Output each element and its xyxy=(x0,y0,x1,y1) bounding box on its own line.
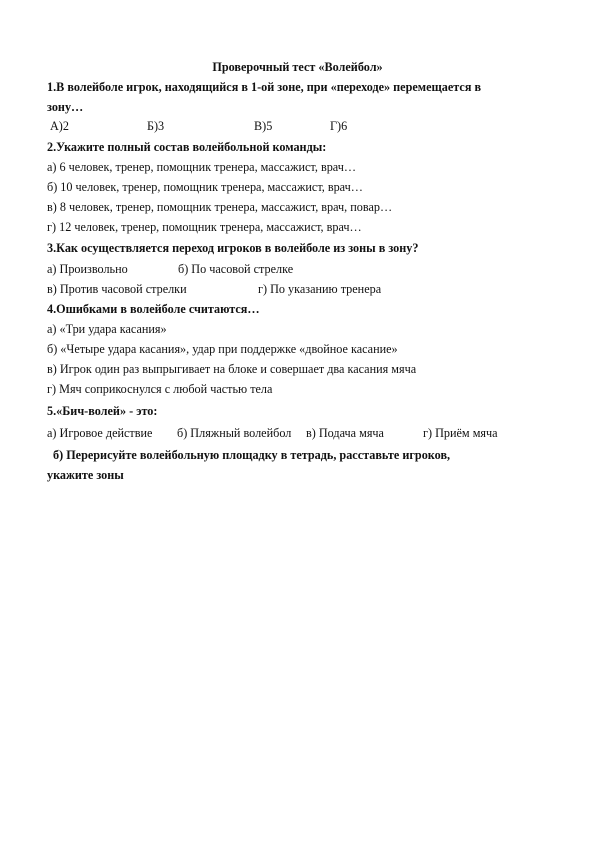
question-3-option-b: б) По часовой стрелке xyxy=(178,262,294,276)
page-title: Проверочный тест «Волейбол» xyxy=(212,60,383,74)
question-4-text: 4.Ошибками в волейболе считаются… xyxy=(47,302,260,316)
task-6-line-2: укажите зоны xyxy=(47,468,124,482)
question-4-option-b: б) «Четыре удара касания», удар при поддержке «двойное касание» xyxy=(47,342,398,356)
question-3-option-a: а) Произвольно xyxy=(47,262,128,276)
question-3-option-c: в) Против часовой стрелки xyxy=(47,282,187,296)
question-5-option-b: б) Пляжный волейбол xyxy=(177,426,292,440)
question-5-option-c: в) Подача мяча xyxy=(306,426,384,440)
question-1-option-a: А)2 xyxy=(50,119,69,133)
question-4-option-d: г) Мяч соприкоснулся с любой частью тела xyxy=(47,382,273,396)
question-2-option-b: б) 10 человек, тренер, помощник тренера, массажист, врач… xyxy=(47,180,363,194)
question-4-option-a: а) «Три удара касания» xyxy=(47,322,167,336)
question-1-line-2: зону… xyxy=(47,100,84,114)
question-3-option-d: г) По указанию тренера xyxy=(258,282,382,296)
question-1-option-c: В)5 xyxy=(254,119,273,133)
task-6-line-1: б) Перерисуйте волейбольную площадку в тетрадь, расставьте игроков, xyxy=(53,448,451,462)
question-5-option-d: г) Приём мяча xyxy=(423,426,498,440)
question-4-option-c: в) Игрок один раз выпрыгивает на блоке и совершает два касания мяча xyxy=(47,362,417,376)
question-2-option-d: г) 12 человек, тренер, помощник тренера, массажист, врач… xyxy=(47,220,362,234)
question-1-line-1: 1.В волейболе игрок, находящийся в 1-ой зоне, при «переходе» перемещается в xyxy=(47,80,482,94)
question-2-option-a: а) 6 человек, тренер, помощник тренера, массажист, врач… xyxy=(47,160,357,174)
question-5-option-a: а) Игровое действие xyxy=(47,426,153,440)
question-1-option-d: Г)6 xyxy=(330,119,348,133)
question-2-option-c: в) 8 человек, тренер, помощник тренера, массажист, врач, повар… xyxy=(47,200,393,214)
question-3-text: 3.Как осуществляется переход игроков в волейболе из зоны в зону? xyxy=(47,241,419,255)
question-5-text: 5.«Бич-волей» - это: xyxy=(47,404,158,418)
question-1-option-b: Б)3 xyxy=(147,119,165,133)
question-2-text: 2.Укажите полный состав волейбольной команды: xyxy=(47,140,327,154)
